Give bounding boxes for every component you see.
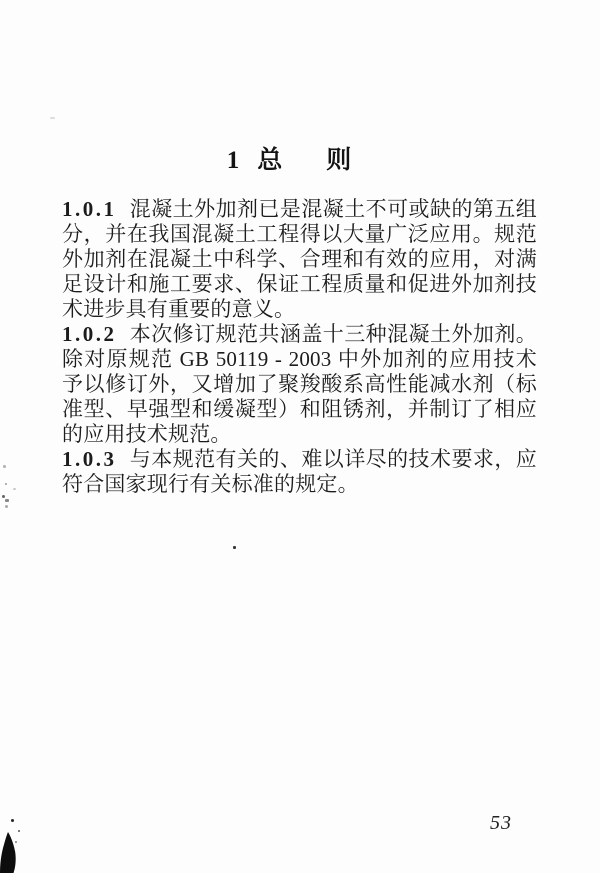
scan-speck bbox=[50, 117, 55, 119]
scan-speck bbox=[11, 819, 14, 822]
scan-speck bbox=[18, 830, 20, 832]
section-paragraph bbox=[62, 322, 537, 447]
chapter-title bbox=[0, 140, 578, 176]
scan-speck bbox=[5, 499, 9, 502]
section-number: 1.0.2 bbox=[62, 322, 117, 346]
scan-speck bbox=[3, 465, 6, 468]
section-paragraph bbox=[62, 197, 537, 322]
scan-speck bbox=[5, 505, 8, 508]
section-text: 与本规范有关的、难以详尽的技术要求，应符合国家现行有关标准的规定。 bbox=[62, 447, 537, 496]
chapter-title-word1: 总 bbox=[257, 147, 283, 174]
chapter-number: 1 bbox=[226, 147, 240, 174]
ink-blob-artifact bbox=[0, 828, 20, 873]
body-text-block bbox=[62, 197, 537, 497]
section-number: 1.0.3 bbox=[62, 447, 117, 471]
scan-speck bbox=[13, 488, 16, 490]
section-text: 混凝土外加剂已是混凝土不可或缺的第五组分，并在我国混凝土工程得以大量广泛应用。规范外加剂在混凝土中科学、合理和有效的应用，对满足设计和施工要求、保证工程质量和促进外加剂技术进步具有重要的意义。 bbox=[62, 197, 537, 321]
section-number: 1.0.1 bbox=[62, 197, 117, 221]
page-number: 53 bbox=[490, 812, 512, 834]
scan-speck bbox=[5, 483, 7, 485]
scan-speck bbox=[233, 546, 236, 549]
section-text: 本次修订规范共涵盖十三种混凝土外加剂。除对原规范 GB 50119 - 2003 中外加剂的应用技术予以修订外，又增加了聚羧酸系高性能减水剂（标准型、早强型和缓凝型）和阻锈剂，并制订了相应的应用技术规范。 bbox=[62, 322, 537, 446]
chapter-title-word2: 则 bbox=[326, 147, 352, 174]
scan-speck bbox=[2, 495, 5, 498]
section-paragraph bbox=[62, 447, 537, 497]
